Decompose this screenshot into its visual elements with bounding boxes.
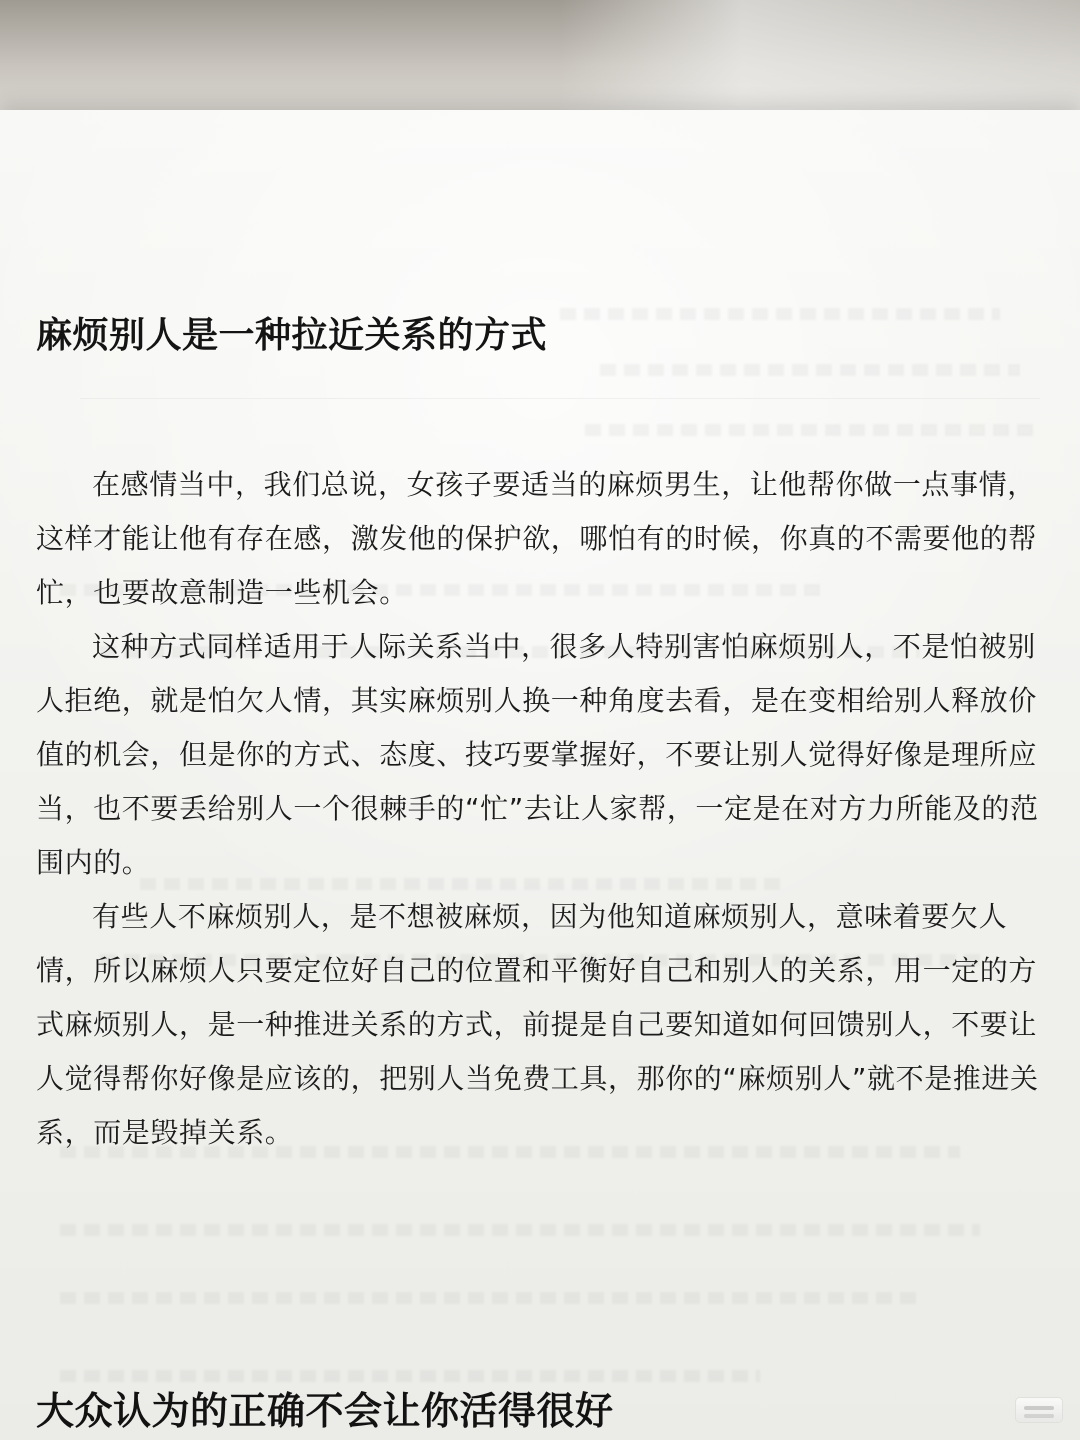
book-page [0, 110, 1080, 1440]
document-content [36, 312, 1054, 1433]
background-light [560, 0, 1080, 110]
paragraph-1: 在感情当中，我们总说，女孩子要适当的麻烦男生，让他帮你做一点事情，这样才能让他有存在感，激发他的保护欲，哪怕有的时候，你真的不需要他的帮忙，也要故意制造一些机会。 [36, 468, 1038, 609]
page-title: 麻烦别人是一种拉近关系的方式 [36, 315, 548, 356]
watermark-badge [1016, 1398, 1062, 1422]
paragraph-3: 有些人不麻烦别人，是不想被麻烦，因为他知道麻烦别人，意味着要欠人情，所以麻烦人只要定位好自己的位置和平衡好自己和别人的关系，用一定的方式麻烦别人，是一种推进关系的方式，前提是自己要知道如何回馈别人，不要让人觉得帮你好像是应该的，把别人当免费工具，那你的“麻烦别人”就不是推进关系，而是毁掉关系。 [36, 900, 1039, 1149]
paragraph-2: 这种方式同样适用于人际关系当中，很多人特别害怕麻烦别人，不是怕被别人拒绝，就是怕欠人情，其实麻烦别人换一种角度去看，是在变相给别人释放价值的机会，但是你的方式、态度、技巧要掌握好，不要让别人觉得好像是理所应当，也不要丢给别人一个很棘手的“忙”去让人家帮，一定是在对方力所能及的范围内的。 [36, 630, 1039, 879]
next-section-title: 大众认为的正确不会让你活得很好 [36, 1389, 614, 1433]
